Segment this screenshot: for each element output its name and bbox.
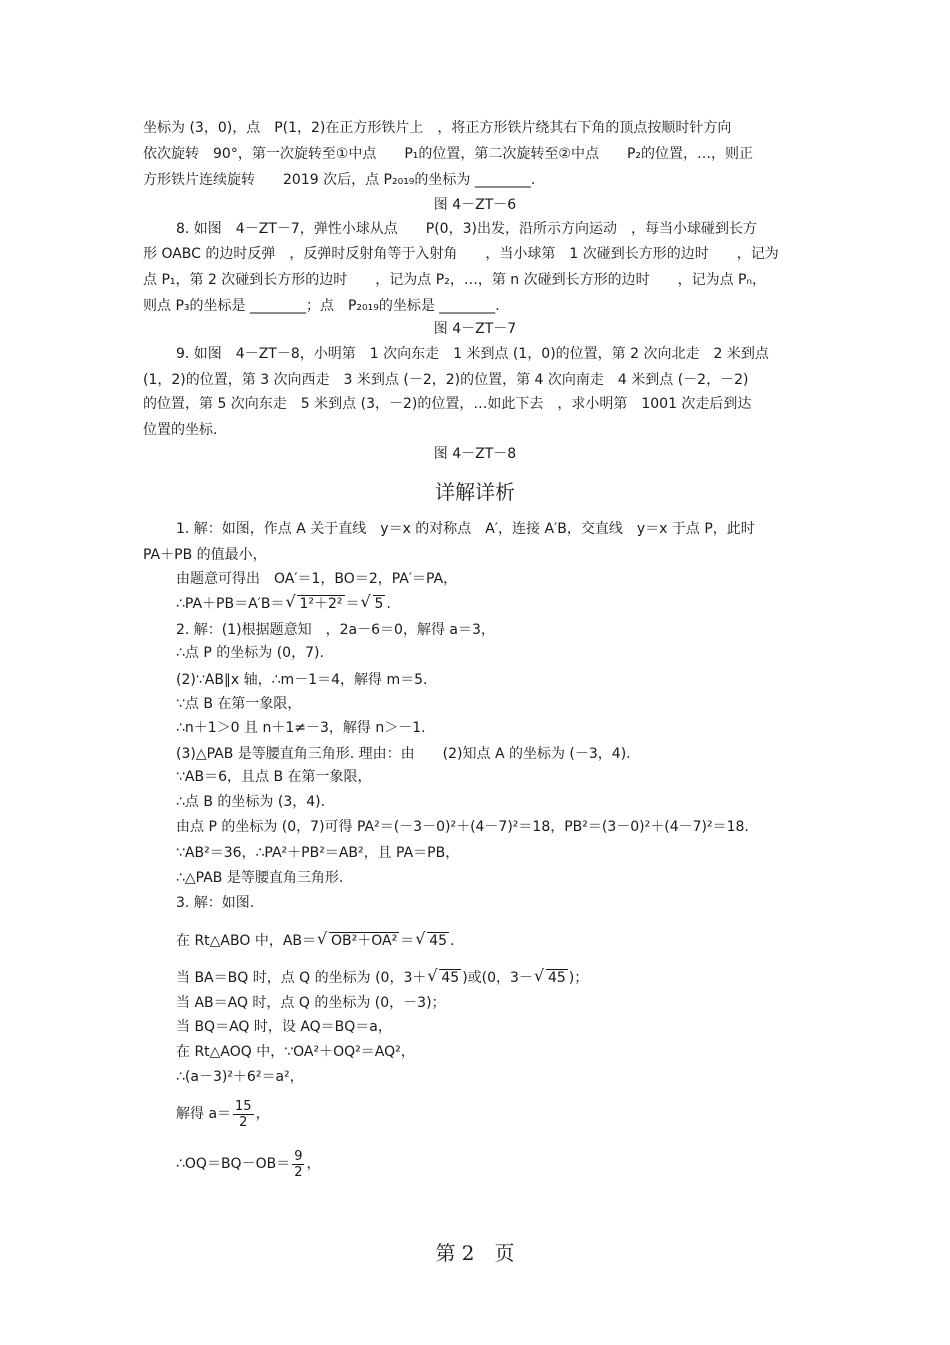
solution-1-line-3: 由题意可得出 OA′＝1，BO＝2，PA′＝PA， [176,571,458,587]
text-segment: . [450,933,455,949]
text-segment: ＝ [400,933,415,949]
text-segment: )； [568,970,589,986]
solution-3-line-9 [176,1148,846,1180]
sqrt-expression [361,594,386,614]
solution-2-line-5: ∴n＋1＞0 且 n＋1≠－3，解得 n＞－1. [176,720,426,736]
solution-2-line-9: 由点 P 的坐标为 (0，7)可得 PA²＝(－3－0)²＋(4－7)²＝18，PB²＝(3－0)²＋(4－7)²＝18. [176,819,749,835]
solution-3-line-2 [176,931,846,951]
text-segment: 在 Rt△ABO 中，AB＝ [176,933,317,949]
text-segment: ， [255,1106,270,1122]
sqrt-expression [415,931,449,951]
problem-7-line-3: 方形铁片连续旋转 2019 次后，点 P₂₀₁₉的坐标为 ________. [143,172,536,188]
solution-3-line-6: 在 Rt△AOQ 中，∵OA²＋OQ²＝AQ²， [176,1044,415,1060]
radicand: 45 [429,933,448,949]
problem-9-line-2: (1，2)的位置，第 3 次向西走 3 米到点 (－2，2)的位置，第 4 次向南走 4 米到点 (－2，－2) [143,372,749,388]
text-segment: ∴PA＋PB＝A′B＝ [176,596,285,612]
solution-2-line-10: ∵AB²＝36，∴PA²＋PB²＝AB²，且 PA＝PB， [176,845,460,861]
solution-3-line-8 [176,1098,846,1130]
problem-8-line-1: 8. 如图 4－ZT－7，弹性小球从点 P(0，3)出发，沿所示方向运动 ，每当小球碰到长方 [176,221,757,237]
solution-2-line-6: (3)△PAB 是等腰直角三角形. 理由：由 (2)知点 A 的坐标为 (－3，4). [176,746,631,762]
fraction [292,1149,304,1180]
problem-8-line-4: 则点 P₃的坐标是 ________；点 P₂₀₁₉的坐标是 ________. [143,298,500,314]
problem-8-line-3: 点 P₁，第 2 次碰到长方形的边时 ，记为点 P₂，…，第 n 次碰到长方形的边时 ，记为点 Pₙ， [143,272,767,288]
text-segment: ， [306,1156,321,1172]
solution-1-line-2: PA＋PB 的值最小， [143,547,267,563]
figure-caption-8: 图 4－ZT－8 [433,446,517,462]
sqrt-expression [285,594,344,614]
solution-2-line-8: ∴点 B 的坐标为 (3，4). [176,794,326,810]
fraction [233,1099,254,1130]
problem-8-line-2: 形 OABC 的边时反弹 ，反弹时反射角等于入射角 ，当小球第 1 次碰到长方形的边时 ，记为 [143,246,779,262]
solution-2-line-3: (2)∵AB∥x 轴，∴m－1＝4，解得 m＝5. [176,672,428,688]
solution-3-line-7: ∴(a－3)²＋6²＝a²， [176,1069,304,1085]
solution-2-line-2: ∴点 P 的坐标为 (0，7). [176,645,324,661]
solution-3-line-5: 当 BQ＝AQ 时，设 AQ＝BQ＝a， [176,1019,392,1035]
radicand: OB²＋OA² [331,933,398,949]
text-segment: )或(0，3－ [462,970,533,986]
radicand: 5 [374,596,384,612]
solution-1-line-1: 1. 解：如图，作点 A 关于直线 y＝x 的对称点 A′，连接 A′B，交直线 y＝x 于点 P，此时 [176,521,755,537]
figure-caption-7: 图 4－ZT－7 [433,321,517,337]
solution-2-line-11: ∴△PAB 是等腰直角三角形. [176,870,344,886]
problem-9-line-1: 9. 如图 4－ZT－8，小明第 1 次向东走 1 米到点 (1，0)的位置，第 2 次向北走 2 米到点 [176,346,769,362]
radicand: 45 [547,970,566,986]
solution-2-line-7: ∵AB＝6，且点 B 在第一象限， [176,769,372,785]
text-segment: 解得 a＝ [176,1106,232,1122]
problem-7-line-2: 依次旋转 90°，第一次旋转至①中点 P₁的位置，第二次旋转至②中点 P₂的位置，…，则正 [143,146,754,162]
figure-caption-6: 图 4－ZT－6 [433,197,517,213]
text-segment: 当 BA＝BQ 时，点 Q 的坐标为 (0，3＋ [176,970,427,986]
text-segment: ＝ [345,596,360,612]
solution-3-line-1: 3. 解：如图. [176,895,255,911]
radicand: 45 [441,970,460,986]
sqrt-expression [317,931,399,951]
sqrt-expression [534,968,568,988]
solution-1-line-4 [176,594,846,614]
solution-3-line-4: 当 AB＝AQ 时，点 Q 的坐标为 (0，－3)； [176,995,446,1011]
solution-2-line-1: 2. 解：(1)根据题意知 ，2a－6＝0，解得 a＝3， [176,622,495,638]
problem-7-line-1: 坐标为 (3，0)，点 P(1，2)在正方形铁片上 ，将正方形铁片绕其右下角的顶点按顺时针方向 [143,120,732,136]
problem-9-line-3: 的位置，第 5 次向东走 5 米到点 (3，－2)的位置，…如此下去 ，求小明第 1001 次走后到达 [143,396,752,412]
radicand: 1²＋2² [299,596,343,612]
solution-3-line-3 [176,968,846,988]
numerator: 15 [235,1098,252,1114]
solution-2-line-4: ∵点 B 在第一象限， [176,696,302,712]
problem-9-line-4: 位置的坐标. [143,422,218,438]
text-segment: ∴OQ＝BQ－OB＝ [176,1156,291,1172]
sqrt-expression [427,968,461,988]
denominator: 2 [294,1164,303,1180]
page-number: 第 2 页 [435,1241,515,1265]
denominator: 2 [239,1114,248,1130]
text-segment: . [386,596,391,612]
numerator: 9 [294,1148,303,1164]
solutions-heading: 详解详析 [435,480,515,504]
